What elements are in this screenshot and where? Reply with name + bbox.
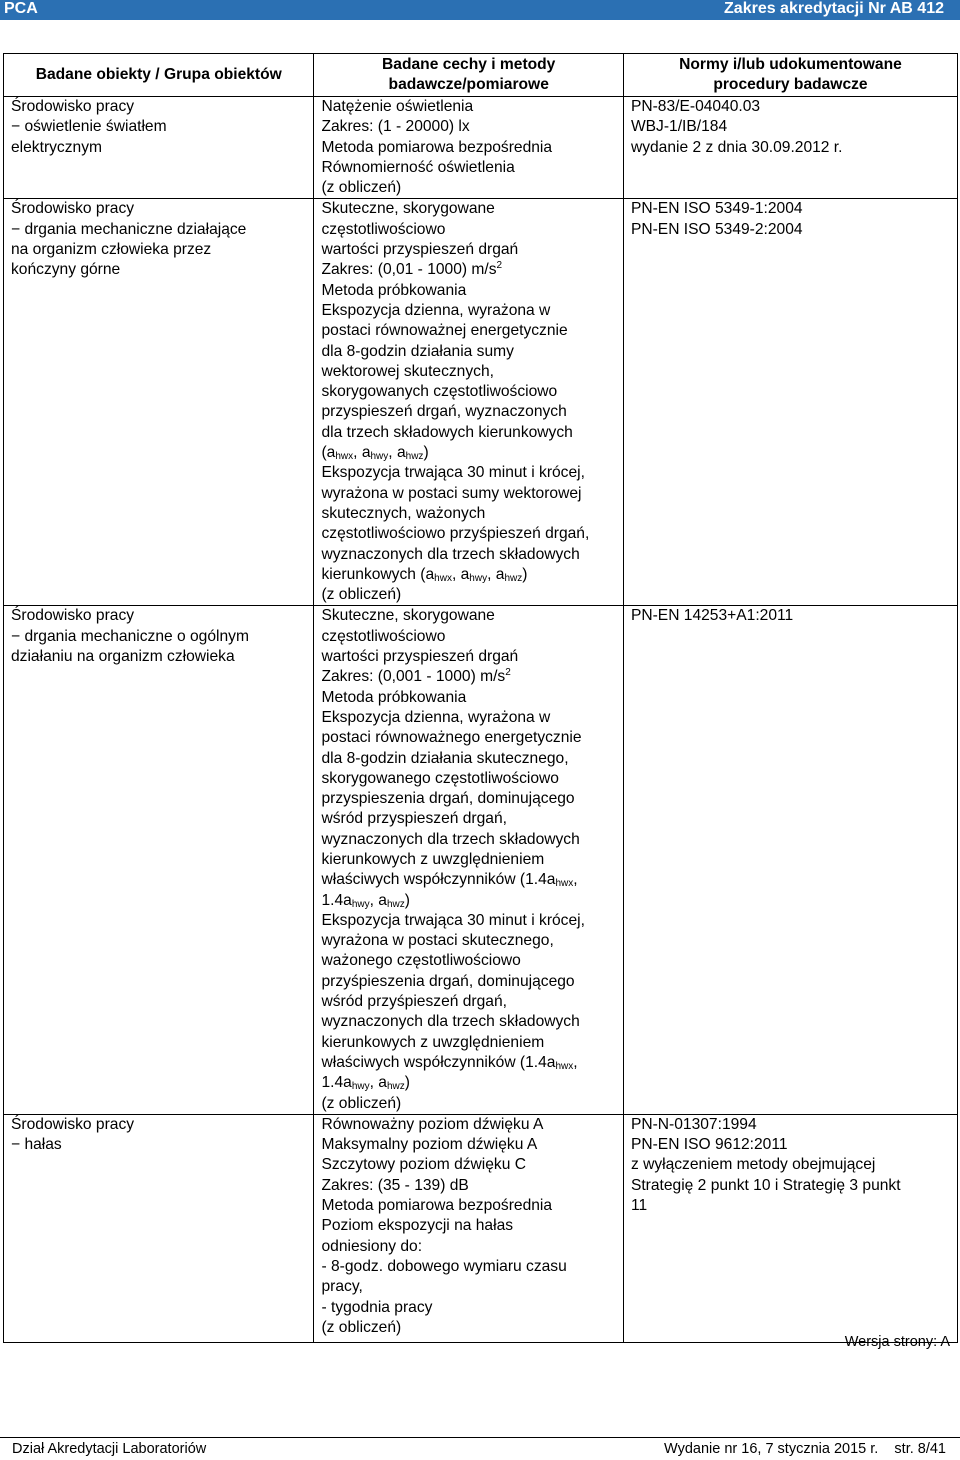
formula-text: , a: [487, 565, 505, 583]
standard-line: z wyłączeniem metody obejmującej: [630, 1156, 876, 1174]
standard-line: PN-EN 14253+A1:2011: [630, 607, 794, 625]
standard-line: WBJ-1/IB/184: [630, 118, 728, 136]
method-line: Równoważny poziom dźwięku A: [321, 1115, 544, 1133]
unit-exponent: 2: [496, 260, 503, 272]
method-line: [321, 1073, 616, 1093]
formula-subscript: hwx: [434, 572, 452, 584]
method-line: (z obliczeń): [321, 179, 402, 197]
method-line: [321, 870, 616, 890]
method-line: Ekspozycja trwająca 30 minut i krócej,: [321, 911, 585, 929]
page-version: Wersja strony: A: [844, 1334, 950, 1350]
standard-line: PN-83/E-04040.03: [630, 98, 761, 115]
method-line: (z obliczeń): [321, 586, 402, 604]
footer-edition: Wydanie nr 16, 7 stycznia 2015 r. str. 8/41: [664, 1441, 946, 1457]
standard-line: wydanie 2 z dnia 30.09.2012 r.: [630, 138, 843, 156]
method-line: Ekspozycja dzienna, wyrażona w: [321, 708, 551, 726]
method-line: dla trzech składowych kierunkowych: [321, 423, 573, 441]
object-line: − drgania mechaniczne działające: [11, 220, 247, 238]
standard-line: PN-EN ISO 5349-1:2004: [630, 200, 803, 218]
method-line: wartości przyspieszeń drgań: [321, 648, 519, 666]
method-line: Ekspozycja trwająca 30 minut i krócej,: [321, 464, 585, 482]
method-line: Ekspozycja dzienna, wyrażona w: [321, 301, 551, 319]
object-line: − drgania mechaniczne o ogólnym: [11, 627, 249, 645]
standard-line: 11: [630, 1197, 648, 1215]
formula-text: 1.4a: [321, 1074, 352, 1092]
method-line: [321, 1053, 616, 1073]
formula-subscript: hwy: [351, 1081, 370, 1093]
formula-text: właściwych współczynników (1.4a: [321, 871, 556, 889]
object-line: kończyny górne: [11, 261, 121, 279]
standard-line: PN-EN ISO 9612:2011: [630, 1136, 788, 1154]
method-cell: [314, 97, 623, 199]
formula-text: (a: [321, 444, 336, 462]
method-line: skutecznych, ważonych: [321, 504, 486, 522]
standard-line: PN-EN ISO 5349-2:2004: [630, 220, 803, 238]
unit-exponent: 2: [505, 667, 511, 679]
formula-text: , a: [353, 444, 371, 462]
col-header-methods-line: badawcze/pomiarowe: [388, 76, 549, 93]
formula-text: ): [423, 444, 429, 462]
formula-text: ): [522, 565, 528, 583]
standard-line: PN-N-01307:1994: [630, 1115, 757, 1133]
col-header-standards: [623, 54, 957, 97]
method-line: wyznaczonych dla trzech składowych: [321, 545, 580, 563]
method-line: [321, 891, 616, 911]
method-line: skorygowanego częstotliwościowo: [321, 769, 559, 787]
formula-subscript: hwz: [405, 451, 424, 463]
standards-cell: [623, 97, 957, 199]
object-cell: [4, 606, 314, 1114]
standards-cell: [623, 199, 957, 606]
table-row: [4, 1114, 958, 1342]
formula-text: , a: [369, 1074, 387, 1092]
page-footer: [0, 1437, 960, 1460]
method-line: [321, 565, 616, 585]
method-line: dla 8-godzin działania skutecznego,: [321, 749, 569, 767]
formula-subscript: hwx: [335, 451, 354, 463]
method-line: dla 8-godzin działania sumy: [321, 342, 514, 360]
object-title: Środowisko pracy: [11, 1115, 135, 1133]
object-line: na organizm człowieka przez: [11, 241, 212, 259]
method-line: Metoda pomiarowa bezpośrednia: [321, 138, 553, 156]
method-line: skorygowanych częstotliwościowo: [321, 383, 558, 401]
method-line: [321, 667, 616, 687]
table-row: [4, 97, 958, 199]
standards-cell: [623, 1114, 957, 1342]
method-line: - 8-godz. dobowego wymiaru czasu: [321, 1257, 567, 1275]
method-line: pracy,: [321, 1278, 363, 1296]
object-title: Środowisko pracy: [11, 98, 135, 115]
col-header-methods: [314, 54, 623, 97]
formula-text: właściwych współczynników (1.4a: [321, 1053, 556, 1071]
method-line: - tygodnia pracy: [321, 1298, 433, 1316]
formula-subscript: hwy: [469, 572, 488, 584]
accreditation-table: [3, 53, 958, 1343]
formula-text: kierunkowych (a: [321, 565, 435, 583]
method-line: wyznaczonych dla trzech składowych: [321, 1013, 580, 1031]
method-line: przyśpieszenia drgań, dominującego: [321, 972, 575, 990]
table-row: [4, 606, 958, 1114]
col-header-standards-line: Normy i/lub udokumentowane: [679, 55, 902, 73]
method-line: [321, 260, 616, 280]
col-header-standards-line: procedury badawcze: [713, 76, 868, 93]
method-line: przyspieszenia drgań, dominującego: [321, 790, 575, 808]
method-line: wśród przyspieszeń drgań,: [321, 810, 507, 828]
method-line: częstotliwościowo: [321, 220, 446, 238]
method-line: wśród przyśpieszeń drgań,: [321, 993, 507, 1011]
formula-subscript: hwz: [504, 572, 523, 584]
method-cell: [314, 1114, 623, 1342]
object-title: Środowisko pracy: [11, 607, 135, 625]
formula-text: 1.4a: [321, 891, 352, 909]
object-cell: [4, 1114, 314, 1342]
method-line: Metoda próbkowania: [321, 281, 467, 299]
method-line: Natężenie oświetlenia: [321, 98, 474, 115]
method-line: Zakres: (1 - 20000) lx: [321, 118, 470, 136]
method-line: Skuteczne, skorygowane: [321, 200, 495, 218]
formula-text: , a: [451, 565, 470, 583]
col-header-objects: Badane obiekty / Grupa obiektów: [4, 54, 314, 97]
method-cell: [314, 606, 623, 1114]
method-line: (z obliczeń): [321, 1094, 402, 1112]
method-line: (z obliczeń): [321, 1318, 402, 1336]
method-line: Poziom ekspozycji na hałas: [321, 1217, 514, 1235]
formula-text: , a: [388, 444, 406, 462]
formula-subscript: hwx: [555, 1060, 574, 1072]
method-line: Metoda pomiarowa bezpośrednia: [321, 1197, 553, 1215]
method-line: wyrażona w postaci skutecznego,: [321, 932, 554, 950]
formula-subscript: hwx: [555, 878, 574, 890]
method-line: odniesiony do:: [321, 1237, 423, 1255]
method-line: kierunkowych z uwzględnieniem: [321, 850, 545, 868]
footer-department: Dział Akredytacji Laboratoriów: [12, 1441, 207, 1457]
standards-cell: [623, 606, 957, 1114]
formula-text: ): [404, 891, 410, 909]
method-line: częstotliwościowo przyśpieszeń drgań,: [321, 525, 590, 543]
method-line: Szczytowy poziom dźwięku C: [321, 1156, 527, 1174]
header-scope-title: Zakres akredytacji Nr AB 412: [724, 0, 944, 17]
method-line: wartości przyspieszeń drgań: [321, 241, 519, 259]
method-line: Metoda próbkowania: [321, 688, 467, 706]
formula-subscript: hwy: [351, 898, 370, 910]
range-text: Zakres: (0,001 - 1000) m/s: [321, 668, 506, 686]
formula-text: ,: [573, 1053, 578, 1071]
method-line: częstotliwościowo: [321, 627, 446, 645]
formula-text: ,: [573, 871, 578, 889]
table-row: [4, 199, 958, 606]
method-line: Skuteczne, skorygowane: [321, 607, 495, 625]
method-line: [321, 443, 616, 463]
formula-text: , a: [369, 891, 387, 909]
formula-subscript: hwz: [386, 898, 405, 910]
method-line: przyspieszeń drgań, wyznaczonych: [321, 403, 567, 421]
range-text: Zakres: (0,01 - 1000) m/s: [321, 261, 497, 279]
method-line: Zakres: (35 - 139) dB: [321, 1176, 469, 1194]
method-line: Równomierność oświetlenia: [321, 158, 515, 176]
method-line: wyznaczonych dla trzech składowych: [321, 830, 580, 848]
object-cell: [4, 97, 314, 199]
object-line: − oświetlenie światłem: [11, 118, 167, 136]
header-org: PCA: [4, 0, 38, 17]
method-line: postaci równoważnej energetycznie: [321, 322, 568, 340]
table-header-row: [4, 54, 958, 97]
method-line: wektorowej skutecznych,: [321, 362, 494, 380]
method-line: wyrażona w postaci sumy wektorowej: [321, 484, 582, 502]
formula-subscript: hwy: [370, 451, 389, 463]
formula-subscript: hwz: [386, 1081, 405, 1093]
object-cell: [4, 199, 314, 606]
method-line: Maksymalny poziom dźwięku A: [321, 1136, 538, 1154]
object-line: działaniu na organizm człowieka: [11, 648, 235, 666]
page-header-bar: [0, 0, 960, 20]
method-line: postaci równoważnego energetycznie: [321, 729, 582, 747]
method-line: ważonego częstotliwościowo: [321, 952, 521, 970]
object-line: − hałas: [11, 1136, 62, 1154]
object-line: elektrycznym: [11, 138, 102, 156]
object-title: Środowisko pracy: [11, 200, 135, 218]
standard-line: Strategię 2 punkt 10 i Strategię 3 punkt: [630, 1176, 901, 1194]
formula-text: ): [404, 1074, 410, 1092]
method-cell: [314, 199, 623, 606]
col-header-methods-line: Badane cechy i metody: [382, 55, 556, 73]
method-line: kierunkowych z uwzględnieniem: [321, 1033, 545, 1051]
